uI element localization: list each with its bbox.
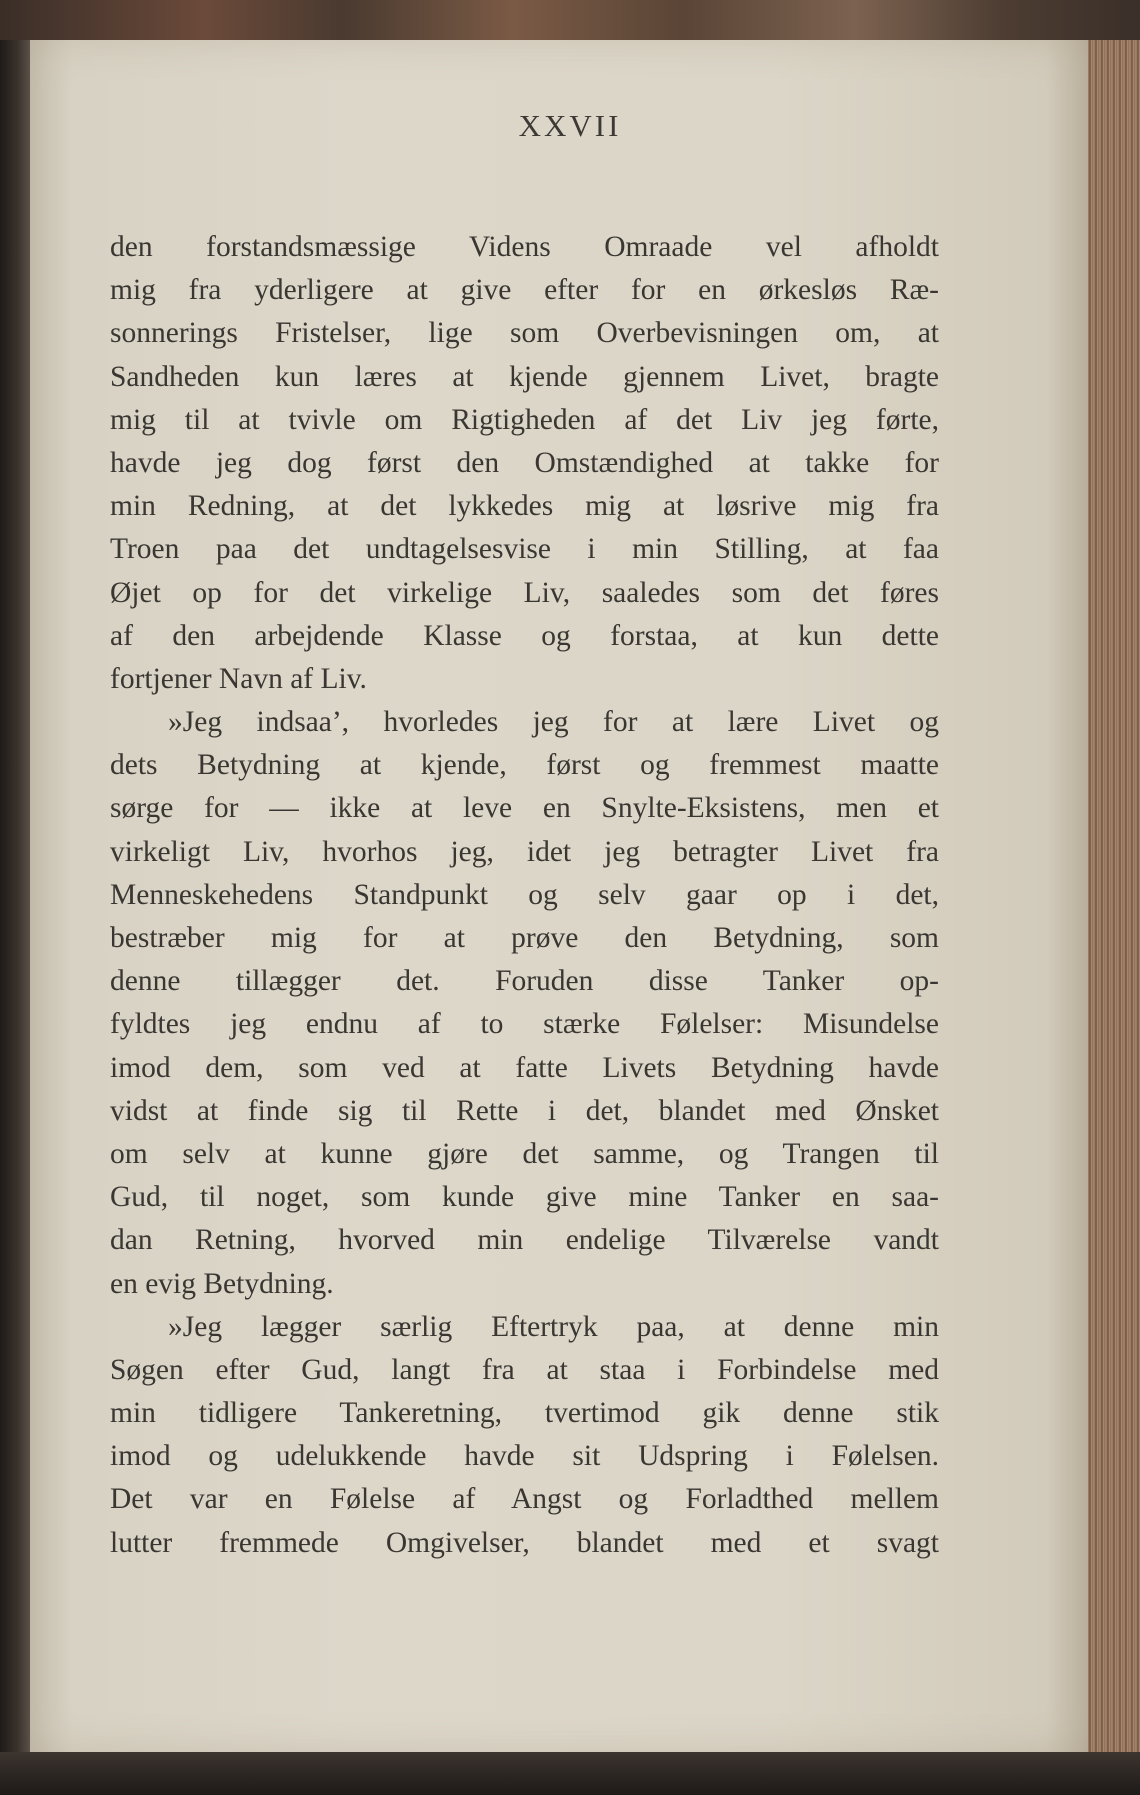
page-edges: [1080, 40, 1140, 1795]
text-line: om selv at kunne gjøre det samme, og Trangen til: [110, 1137, 939, 1170]
text-line: virkeligt Liv, hvorhos jeg, idet jeg betragter Livet fra: [110, 835, 939, 868]
text-line: Søgen efter Gud, langt fra at staa i Forbindelse med: [110, 1353, 939, 1386]
body-text: [110, 226, 939, 1565]
text-line: af den arbejdende Klasse og forstaa, at kun dette: [110, 619, 939, 652]
text-line: min Redning, at det lykkedes mig at løsrive mig fra: [110, 490, 939, 523]
paragraph: [110, 701, 939, 1306]
book-top-edge: [0, 0, 1140, 44]
text-line: den forstandsmæssige Videns Omraade vel afholdt: [110, 231, 939, 263]
text-line: imod og udelukkende havde sit Udspring i Følelsen.: [110, 1440, 939, 1473]
text-line: mig fra yderligere at give efter for en ørkesløs Ræ-: [110, 274, 939, 307]
text-line: fyldtes jeg endnu af to stærke Følelser: Misundelse: [110, 1008, 939, 1041]
text-line: Øjet op for det virkelige Liv, saaledes som det føres: [110, 576, 939, 609]
text-line: en evig Betydning.: [110, 1267, 334, 1300]
text-line: vidst at finde sig til Rette i det, blandet med Ønsket: [110, 1094, 939, 1127]
text-line: »Jeg indsaa’, hvorledes jeg for at lære Livet og: [168, 706, 939, 739]
text-line: Gud, til noget, som kunde give mine Tanker en saa-: [110, 1181, 939, 1214]
text-line: sonnerings Fristelser, lige som Overbevisningen om, at: [110, 317, 939, 350]
text-line: imod dem, som ved at fatte Livets Betydning havde: [110, 1051, 939, 1084]
text-line: sørge for — ikke at leve en Snylte-Eksistens, men et: [110, 792, 939, 825]
text-line: Menneskehedens Standpunkt og selv gaar op i det,: [110, 878, 939, 911]
text-line: Sandheden kun læres at kjende gjennem Livet, bragte: [110, 360, 939, 393]
text-line: »Jeg lægger særlig Eftertryk paa, at denne min: [168, 1310, 939, 1343]
text-line: dan Retning, hvorved min endelige Tilværelse vandt: [110, 1224, 939, 1257]
book-spine-shadow: [0, 40, 30, 1795]
text-line: lutter fremmede Omgivelser, blandet med et svagt: [110, 1526, 939, 1559]
text-line: mig til at tvivle om Rigtigheden af det Liv jeg førte,: [110, 403, 939, 436]
page-number: XXVII: [518, 108, 622, 143]
text-line: Troen paa det undtagelsesvise i min Stilling, at faa: [110, 533, 939, 566]
text-line: havde jeg dog først den Omstændighed at takke for: [110, 446, 939, 479]
text-line: bestræber mig for at prøve den Betydning, som: [110, 922, 939, 954]
book-bottom-edge: [0, 1752, 1140, 1795]
text-line: fortjener Navn af Liv.: [110, 662, 367, 695]
text-line: denne tillægger det. Foruden disse Tanker op-: [110, 965, 939, 998]
text-line: dets Betydning at kjende, først og fremmest maatte: [110, 749, 939, 782]
paragraph: [110, 1306, 939, 1565]
text-line: min tidligere Tankeretning, tvertimod gik denne stik: [110, 1397, 939, 1430]
paragraph: [110, 226, 939, 701]
text-line: Det var en Følelse af Angst og Forladthed mellem: [110, 1483, 939, 1516]
